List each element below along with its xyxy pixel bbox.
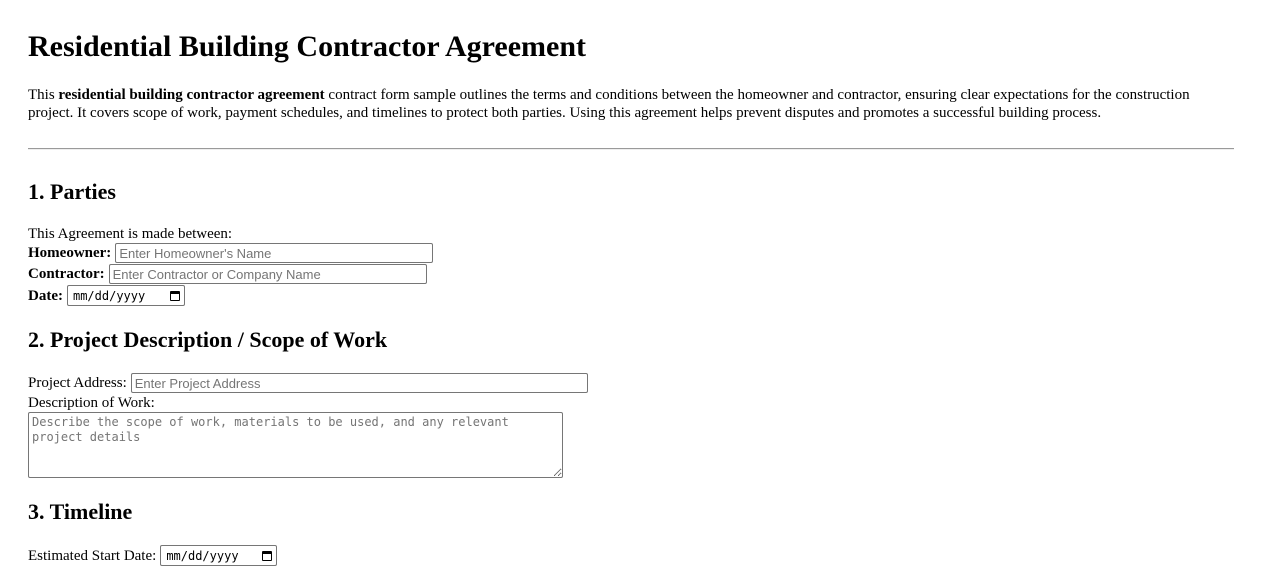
description-textarea[interactable] — [28, 412, 563, 478]
intro-suffix: contract form sample outlines the terms and conditions between the homeowner and contractor, ensuring clear expectations for the construction project. It covers scope of work, payment schedules, and timelines to protect both parties. Using this agreement helps prevent disputes and promotes a successful building process. — [28, 87, 1190, 121]
address-row — [28, 373, 588, 393]
intro-prefix: This — [28, 87, 59, 103]
address-label: Project Address: — [28, 375, 127, 391]
agreement-date-input[interactable] — [67, 285, 185, 306]
contractor-label: Contractor: — [28, 266, 105, 282]
start-date-input[interactable] — [160, 545, 277, 566]
date-label: Date: — [28, 287, 63, 304]
description-row — [28, 393, 155, 413]
project-address-input[interactable] — [131, 373, 588, 393]
homeowner-label: Homeowner: — [28, 245, 112, 261]
intro-paragraph — [28, 86, 1218, 122]
parties-lead — [28, 224, 232, 244]
calendar-icon[interactable] — [170, 291, 180, 301]
description-label: Description of Work: — [28, 395, 155, 411]
calendar-icon[interactable] — [262, 551, 272, 561]
section-heading-timeline: 3. Timeline — [28, 499, 133, 524]
homeowner-input[interactable] — [115, 243, 433, 263]
start-date-label: Estimated Start Date: — [28, 547, 157, 564]
date-row — [28, 285, 185, 306]
date-placeholder: mm/dd/yyyy — [72, 288, 146, 303]
homeowner-row — [28, 243, 433, 263]
divider — [28, 148, 1234, 150]
parties-lead-text: This Agreement is made between: — [28, 226, 233, 242]
intro-bold: residential building contractor agreement — [58, 87, 325, 103]
contractor-input[interactable] — [109, 264, 427, 284]
section-heading-scope: 2. Project Description / Scope of Work — [28, 327, 388, 352]
contractor-row — [28, 264, 427, 284]
section-heading-parties: 1. Parties — [28, 179, 116, 204]
start-date-row — [28, 545, 277, 566]
start-date-placeholder: mm/dd/yyyy — [166, 548, 239, 563]
page-title: Residential Building Contractor Agreement — [28, 30, 587, 63]
